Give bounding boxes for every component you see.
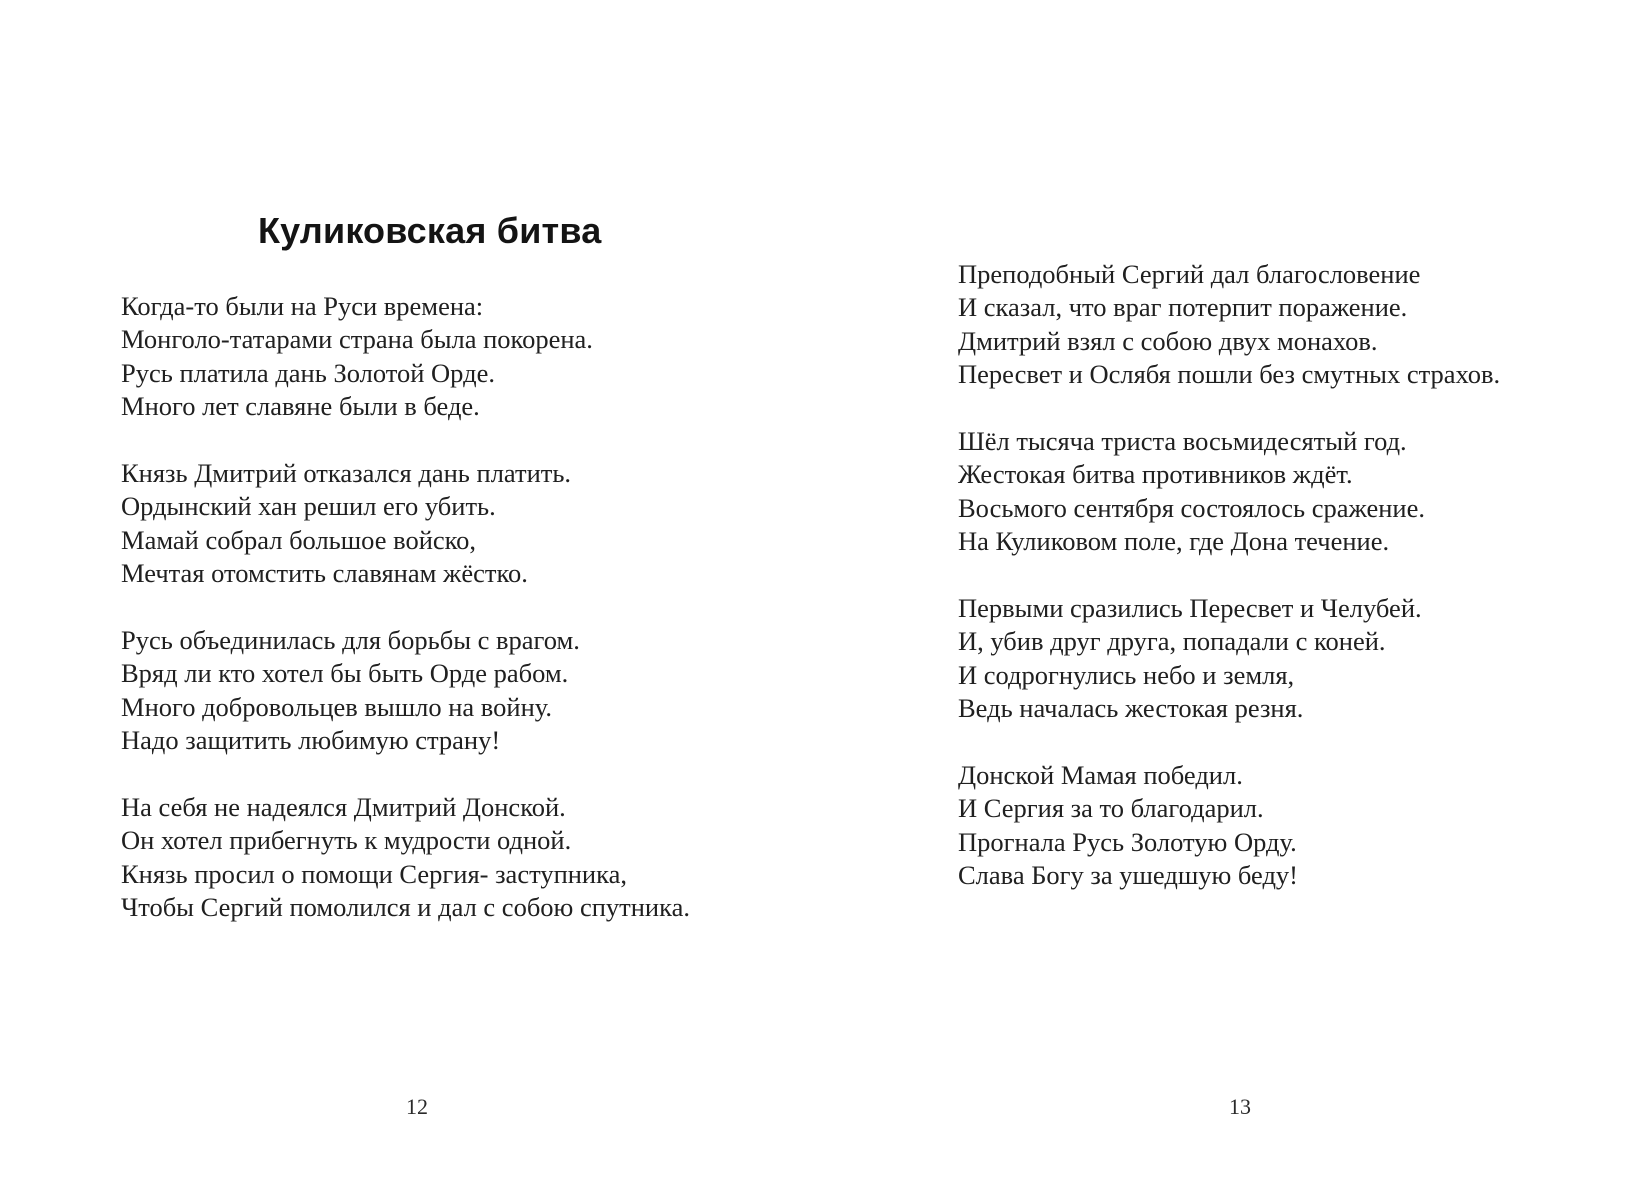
poem-line: Шёл тысяча триста восьмидесятый год. [958, 426, 1407, 457]
poem-line: Вряд ли кто хотел бы быть Орде рабом. [121, 658, 569, 689]
poem-line: На Куликовом поле, где Дона течение. [958, 526, 1390, 557]
poem-line: Пересвет и Ослябя пошли без смутных страхов. [958, 359, 1501, 390]
poem-line: И содрогнулись небо и земля, [958, 659, 1295, 690]
page-number-left: 12 [406, 1094, 428, 1119]
stanza [958, 759, 1500, 893]
page-number-right: 13 [1229, 1094, 1251, 1119]
poem-line: Слава Богу за ушедшую беду! [958, 860, 1299, 891]
poem-line: Дмитрий взял с собою двух монахов. [958, 325, 1378, 356]
poem-line: Князь просил о помощи Сергия- заступника, [121, 858, 627, 889]
poem-line: Он хотел прибегнуть к мудрости одной. [121, 825, 572, 856]
poem-title: Куликовская битва [258, 210, 602, 251]
stanza [121, 791, 690, 925]
poem-line: Много добровольцев вышло на войну. [121, 691, 552, 722]
poem-line: Когда-то были на Руси времена: [121, 291, 484, 321]
poem-line: Донской Мамая победил. [958, 760, 1243, 791]
poem-line: Монголо-татарами страна была покорена. [121, 324, 593, 355]
stanza [121, 624, 690, 758]
poem-line: Русь объединилась для борьбы с врагом. [121, 625, 580, 656]
poem-line: Жестокая битва противников ждёт. [958, 459, 1353, 490]
poem-line: И, убив друг друга, попадали с коней. [958, 626, 1386, 657]
poem-line: Ордынский хан решил его убить. [121, 491, 496, 522]
poem-line: И сказал, что враг потерпит поражение. [958, 292, 1408, 323]
right-page [823, 0, 1646, 1182]
poem-left-column [121, 290, 690, 925]
stanza [958, 425, 1500, 559]
poem-line: Первыми сразились Пересвет и Челубей. [958, 593, 1422, 624]
poem-right-column [958, 258, 1500, 893]
poem-line: На себя не надеялся Дмитрий Донской. [121, 792, 566, 823]
stanza [121, 290, 690, 424]
poem-line: Прогнала Русь Золотую Орду. [958, 826, 1297, 857]
poem-line: Русь платила дань Золотой Орде. [121, 357, 495, 388]
poem-line: Ведь началась жестокая резня. [958, 693, 1304, 724]
poem-line: Мамай собрал большое войско, [121, 524, 477, 555]
poem-line: Князь Дмитрий отказался дань платить. [121, 458, 572, 489]
poem-line: Надо защитить любимую страну! [121, 725, 501, 756]
stanza [121, 457, 690, 591]
poem-line: Восьмого сентября состоялось сражение. [958, 492, 1425, 523]
stanza [958, 592, 1500, 726]
poem-line: Много лет славяне были в беде. [121, 391, 480, 422]
poem-line: Преподобный Сергий дал благословение [958, 259, 1421, 289]
poem-line: И Сергия за то благодарил. [958, 793, 1264, 824]
stanza [958, 258, 1500, 392]
poem-line: Мечтая отомстить славянам жёстко. [121, 558, 528, 589]
poem-line: Чтобы Сергий помолился и дал с собою спутника. [121, 892, 690, 923]
